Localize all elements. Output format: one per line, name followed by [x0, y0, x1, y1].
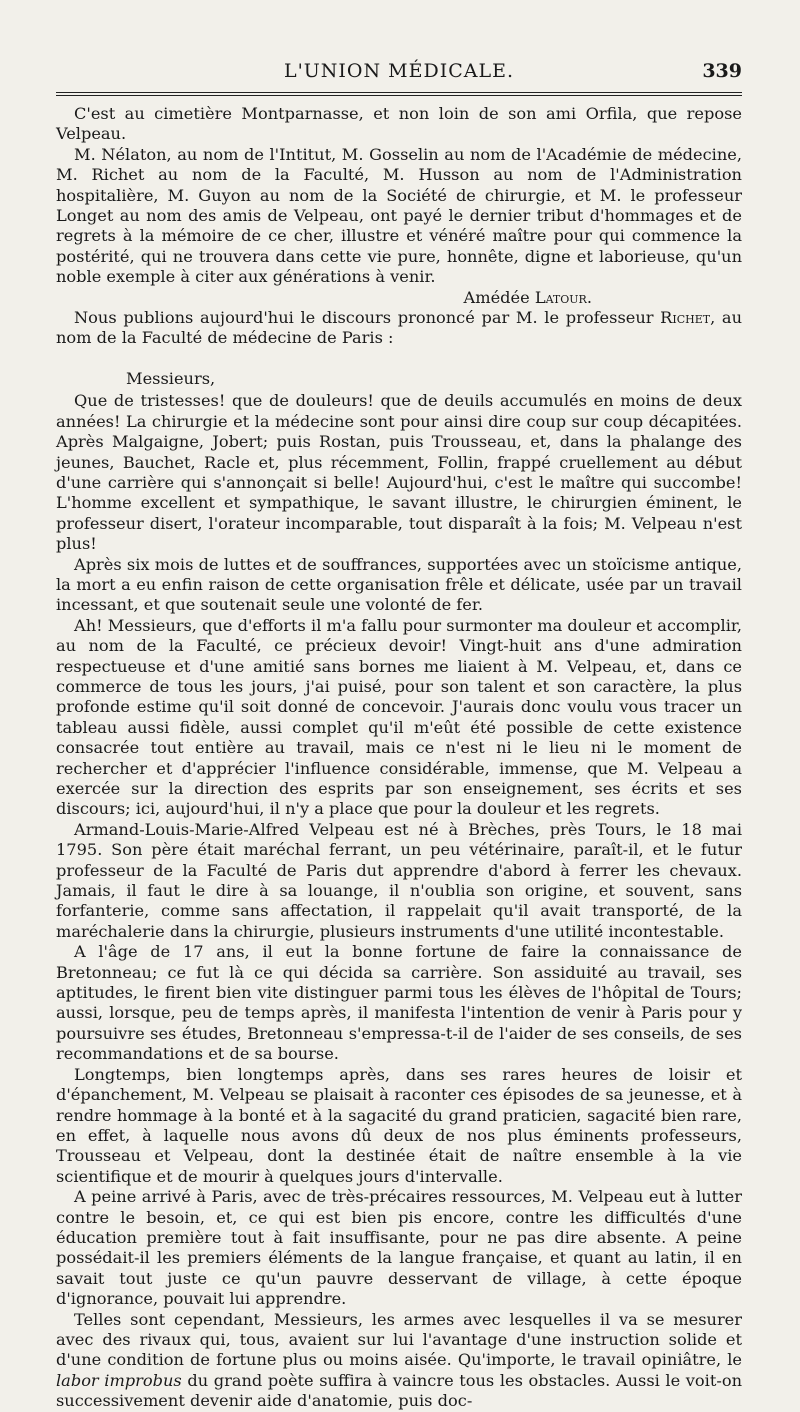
- running-title: L'UNION MÉDICALE.: [283, 60, 515, 82]
- intro-text-a: Nous publions aujourd'hui le discours prononcé par M. le professeur: [74, 308, 661, 328]
- article-body: [56, 104, 742, 1412]
- paragraph-arrivee: A peine arrivé à Paris, avec de très-précaires ressources, M. Velpeau eut à lutter contre le besoin, et, ce qui est bien pis encore, contre les difficultés d'une éducation première tout à fait insuffisante, pour ne pas dire absente. A peine possédait-il les premiers éléments de la langue française, et quant au latin, il en savait tout juste ce qu'un pauvre desservant de village, à cette époque d'ignorance, pouvait lui apprendre.: [56, 1187, 742, 1309]
- paragraph-naissance: Armand-Louis-Marie-Alfred Velpeau est né à Brèches, près Tours, le 18 mai 1795. Son père était maréchal ferrant, un peu vétérinaire, paraît-il, et le futur professeur de la Faculté de Paris dut apprendre d'abord à ferrer les chevaux. Jamais, il faut le dire à sa louange, il n'oublia son origine, et souvent, sans forfanterie, comme sans affectation, il rappelait qu'il avait transporté, de la maréchalerie dans la chirurgie, plusieurs instruments d'une utilité incontestable.: [56, 819, 742, 941]
- paragraph-tributes: M. Nélaton, au nom de l'Intitut, M. Gosselin au nom de l'Académie de médecine, M. Richet au nom de la Faculté, M. Husson au nom de l'Administration hospitalière, M. Guyon au nom de la Société de chirurgie, et M. le professeur Longet au nom des amis de Velpeau, ont payé le dernier tribut d'hommages et de regrets à la mémoire de ce cher, illustre et vénéré maître pour qui commence la postérité, qui ne trouvera dans cette vie pure, honnête, digne et laborieuse, qu'un noble exemple à citer aux générations à venir.: [56, 144, 742, 287]
- signature: [56, 288, 742, 308]
- paragraph-bretonneau: A l'âge de 17 ans, il eut la bonne fortune de faire la connaissance de Bretonneau; ce fut là ce qui décida sa carrière. Son assiduité au travail, ses aptitudes, le firent bien vite distinguer parmi tous les élèves de l'hôpital de Tours; aussi, lorsque, peu de temps après, il manifesta l'intention de venir à Paris pour y poursuivre ses études, Bretonneau s'empressa-t-il de l'aider de ses conseils, de ses recommandations et de sa bourse.: [56, 942, 742, 1064]
- intro-text-b: , au nom de la Faculté de médecine de Paris :: [56, 308, 742, 348]
- page-number: 339: [702, 60, 742, 82]
- signature-last: Latour.: [534, 287, 592, 307]
- salutation: Messieurs,: [126, 368, 216, 388]
- armes-text-b: du grand poète suffira à vaincre tous les obstacles. Aussi le voit-on successivement devenir aide d'anatomie, puis doc-: [56, 1370, 742, 1411]
- header-rule: [56, 92, 742, 96]
- armes-text-a: Telles sont cependant, Messieurs, les armes avec lesquelles il va se mesurer avec des rivaux qui, tous, avaient sur lui l'avantage d'une instruction solide et d'une condition de fortune plus ou moins aisée. Qu'importe, le travail opiniâtre, le: [56, 1309, 742, 1370]
- paragraph-burial: C'est au cimetière Montparnasse, et non loin de son ami Orfila, que repose Velpeau.: [56, 104, 742, 144]
- paragraph-longtemps: Longtemps, bien longtemps après, dans ses rares heures de loisir et d'épanchement, M. Velpeau se plaisait à raconter ces épisodes de sa jeunesse, et à rendre hommage à la bonté et à la sagacité du grand praticien, sagacité bien rare, en effet, à laquelle nous avons dû deux de nos plus éminents professeurs, Trousseau et Velpeau, dont la destinée était de naître ensemble à la vie scientifique et de mourir à quelques jours d'intervalle.: [56, 1064, 742, 1186]
- running-head: [56, 56, 742, 86]
- paragraph-intro: [56, 308, 742, 349]
- intro-name: Richet: [660, 308, 711, 328]
- paragraph-efforts: Ah! Messieurs, que d'efforts il m'a fallu pour surmonter ma douleur et accomplir, au nom de la Faculté, ce précieux devoir! Vingt-huit ans d'une admiration respectueuse et d'une amitié sans bornes me liaient à M. Velpeau, et, dans ce commerce de tous les jours, j'ai puisé, pour son talent et son caractère, la plus profonde estime qu'il soit donné de concevoir. J'aurais donc voulu vous tracer un tableau aussi fidèle, aussi complet qu'il m'eût été possible de cette existence consacrée tout entière au travail, mais ce n'est ni le lieu ni le moment de rechercher et d'apprécier l'influence considérable, immense, que M. Velpeau a exercée sur la direction des esprits par son enseignement, ses écrits et ses discours; ici, aujourd'hui, il n'y a place que pour la douleur et les regrets.: [56, 615, 742, 819]
- signature-first: Amédée: [463, 287, 530, 307]
- paragraph-souffrances: Après six mois de luttes et de souffrances, supportées avec un stoïcisme antique, la mort a eu enfin raison de cette organisation frêle et délicate, usée par un travail incessant, et que soutenait seule une volonté de fer.: [56, 554, 742, 615]
- paragraph-tristesses: Que de tristesses! que de douleurs! que de deuils accumulés en moins de deux années! La chirurgie et la médecine sont pour ainsi dire coup sur coup décapitées. Après Malgaigne, Jobert; puis Rostan, puis Trousseau, et, dans la phalange des jeunes, Bauchet, Racle et, plus récemment, Follin, frappé cruellement au début d'une carrière qui s'annonçait si belle! Aujourd'hui, c'est le maître qui succombe! L'homme excellent et sympathique, le savant illustre, le chirurgien éminent, le professeur disert, l'orateur incomparable, tout disparaît à la fois; M. Velpeau n'est plus!: [56, 391, 742, 554]
- armes-italic: labor improbus: [56, 1370, 182, 1390]
- paragraph-armes: [56, 1310, 742, 1412]
